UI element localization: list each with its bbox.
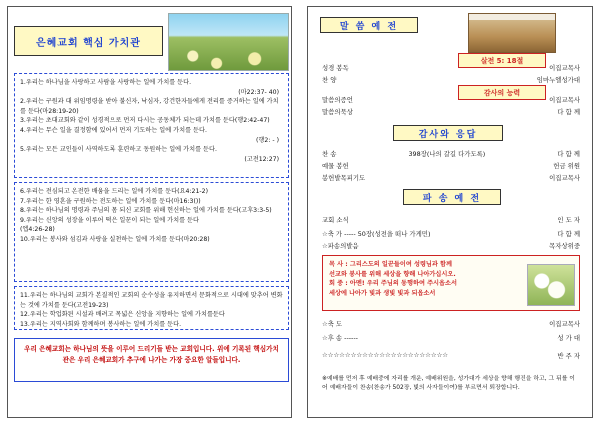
order-leader: 다 함 께 — [557, 230, 580, 238]
order-leader: 헌금 위원 — [553, 162, 580, 170]
order-label: ☆축 도 — [322, 320, 343, 328]
order-row — [322, 149, 580, 158]
value-item: 11.우리는 하나님의 교회가 본질적인 교회의 순수성을 유지하면서 문화적으로 시대에 맞추어 변화는 것에 가치를 둔다(고전19-23) — [20, 292, 283, 309]
daisy-field-photo — [168, 13, 289, 71]
order-row — [322, 333, 580, 342]
core-values-group-3 — [14, 286, 289, 330]
order-row — [322, 351, 580, 360]
order-label: ☆☆☆☆☆☆☆☆☆☆☆☆☆☆☆☆☆☆☆☆☆☆ — [322, 351, 449, 359]
closing-footnote: ※예배를 먼저 후 예배중에 자리를 개운, 예배위원을, 성가대가 세상을 향해 행진을 하고, 그 뒤를 이어 예배자들이 찬송(찬송가 502장, 빛의 사자들이여)를 부르면서 퇴장합니다. — [322, 376, 575, 391]
hero-header — [14, 13, 289, 69]
value-item: 5.우리는 모든 교인들이 사역하도록 훈련하고 동원하는 일에 가치를 둔다. — [20, 146, 217, 154]
right-panel-border — [307, 6, 593, 418]
sermon-title-badge: 감사의 능력 — [458, 85, 546, 100]
order-label: ☆축 가 ----- 50장(성전을 떠나 가게민) — [322, 230, 431, 238]
core-values-summary: 우리 은혜교회는 하나님의 뜻을 이루어 드리기들 받는 교회입니다. 위에 기록된 핵심가치관은 우리 은혜교회가 추구에 나가는 가장 중요한 알들입니다. — [14, 338, 289, 382]
core-values-group-1 — [14, 73, 289, 178]
order-label: 교회 소식 — [322, 216, 349, 224]
scripture-reference-badge: 살전 5: 18절 — [458, 53, 546, 68]
value-item: 8.우리는 하나님의 명령과 주님의 몸 되신 교회를 위해 헌신하는 일에 가치를 둔다(고후3:3-5) — [20, 207, 272, 215]
order-leader: 목자상위중 — [549, 242, 580, 250]
order-leader: 임마누엘성가대 — [536, 76, 580, 84]
open-bible-photo — [468, 13, 556, 53]
benediction-line: 회 중 : 아멘! 우리 주님의 동행하여 주시옵소서 — [329, 280, 457, 288]
benediction-line: 선교와 봉사를 위해 세상을 향해 나아가십시오. — [329, 270, 456, 278]
value-item: 12.우리는 학업화된 시설과 배려고 목넓은 신앙을 지향하는 일에 가치를둔다 — [20, 311, 225, 319]
right-panel — [300, 0, 600, 424]
order-label: 찬 양 — [322, 76, 337, 84]
benediction-line: 목 사 : 그리스도의 일꾼들이여 성령님과 함께 — [329, 261, 452, 268]
response-service-title: 감사와 응답 — [393, 125, 503, 141]
order-leader: 이집교목사 — [549, 174, 580, 182]
value-ref: (고전12:27) — [244, 155, 279, 163]
order-row — [322, 173, 580, 182]
order-row — [322, 215, 580, 224]
order-label: ☆후 송 ------ — [322, 334, 358, 342]
order-leader: 이집교목사 — [549, 96, 580, 104]
closing-service-title: 파 송 예 전 — [403, 189, 501, 205]
order-row — [322, 319, 580, 328]
benediction-line: 세상에 나아가 빛과 생빛 빛과 되옵소서 — [329, 289, 436, 297]
word-service-title: 말 씀 예 전 — [320, 17, 418, 33]
value-item: 2.우리는 구원과 대 위임명령을 받아 불신자, 낙심자, 강건한자들에게 전리를 증거하는 일에 가치를 둔다(마28:19-20) — [20, 98, 279, 115]
order-row — [322, 107, 580, 116]
value-item: 10.우리는 봉사와 섬김과 사랑을 실천하는 일에 가치를 둔다(마20:28) — [20, 236, 210, 244]
core-values-group-2 — [14, 182, 289, 282]
value-item: 13.우리는 지역사회와 함께하며 봉사하는 일에 가치를 둔다. — [20, 320, 182, 328]
value-ref: (마22:37- 40) — [238, 88, 279, 96]
value-item: 1.우리는 하나님을 사랑하고 사람을 사랑하는 일에 가치를 둔다. — [20, 79, 192, 86]
daisy-photo — [527, 264, 575, 306]
order-leader: 인 도 자 — [557, 216, 580, 224]
order-row — [322, 161, 580, 170]
order-row — [322, 63, 580, 72]
value-item: 9.우리는 신앙의 성장을 이루어 떡은 일꾼이 되는 일에 가치를 둔다 — [20, 216, 200, 224]
order-label: 성경 봉독 — [322, 64, 349, 72]
order-label: ☆파송의발음 — [322, 242, 359, 250]
order-leader: 다 함 께 — [557, 150, 580, 158]
order-label: 말씀의증언 — [322, 96, 353, 104]
order-hymn: 398장(나의 갈길 다가도록) — [408, 150, 486, 158]
value-ref: (행2: - ) — [256, 136, 279, 144]
order-label: 봉헌발목피기도 — [322, 174, 366, 182]
core-values-title: 은혜교회 핵심 가치관 — [14, 26, 163, 56]
order-leader: 이집교목사 — [549, 320, 580, 328]
order-leader: 반 주 자 — [557, 352, 580, 360]
value-item: 6.우리는 전심되고 온전한 배움을 드리는 일에 가치를 둔다(요4:21-2) — [20, 188, 209, 195]
benediction-responsive-box — [322, 255, 580, 311]
order-row — [322, 95, 580, 104]
value-item: 3.우리는 초대교회와 같이 성경적으로 먼저 다시는 공동체가 되는데 가치를 둔다(행2:42-47) — [20, 117, 270, 125]
order-row — [322, 229, 580, 238]
order-leader: 다 함 께 — [557, 108, 580, 116]
order-leader: 성 가 대 — [557, 334, 580, 342]
value-item: 4.우리는 무슨 일을 결정함에 있어서 먼저 기도하는 일에 가치를 둔다. — [20, 127, 207, 135]
order-row — [322, 75, 580, 84]
order-label: 말씀의묵상 — [322, 108, 353, 116]
order-label: 찬 송 — [322, 150, 337, 158]
order-leader: 이집교목사 — [549, 64, 580, 72]
order-row — [322, 241, 580, 250]
value-ref: (엡4:26-28) — [20, 226, 55, 234]
left-panel-border — [7, 6, 292, 418]
value-item: 7.우리는 한 영혼을 구원하는 전도하는 일에 가치를 둔다(마16:3()) — [20, 197, 201, 205]
order-label: 예물 봉헌 — [322, 162, 349, 170]
